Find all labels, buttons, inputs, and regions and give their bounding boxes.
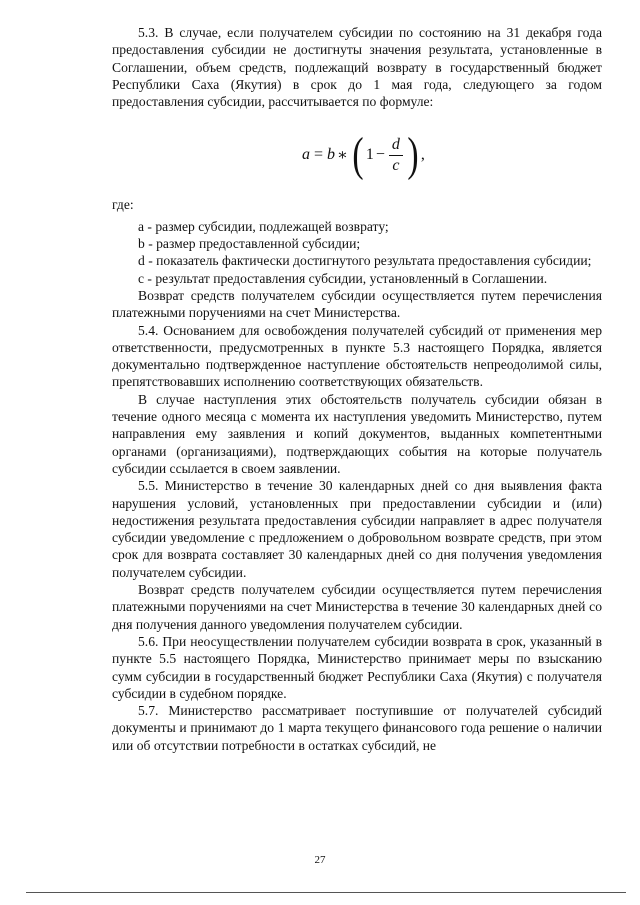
paragraph-5-7: 5.7. Министерство рассматривает поступившие от получателей субсидий документы и принимают до 1 марта текущего финансового года решение о наличии или об отсутствии потребности в остатках субсидий, не [112,703,602,753]
definition-d: d - показатель фактически достигнутого результата предоставления субсидии; [138,253,592,269]
definition-c: c - результат предоставления субсидии, установленный в Соглашении. [138,270,548,286]
paragraph-5-5: 5.5. Министерство в течение 30 календарных дней со дня выявления факта нарушения условий, установленных при предоставлении субсидии и (или) недостижения результата предоставления субсидии направляет в адрес получателя субсидии уведомление с предложением о добровольном возврате средств, при этом срок для возврата составляет 30 календарных дней со дня получения уведомления получателем субсидии. [112,478,602,580]
formula-expression [302,122,425,188]
paragraph-5-4-b: В случае наступления этих обстоятельств получатель субсидии обязан в течение одного месяца с момента их наступления уведомить Министерство, путем направления ему заявления и копий документов, выданных компетентными органами (организациями), подтверждающих события на которые получатель субсидии ссылается в своем заявлении. [112,391,602,476]
where-label: где: [112,197,134,213]
formula-fraction [389,136,403,175]
formula-one: 1 [365,146,374,164]
formula-right-paren: ) [407,128,419,182]
bottom-rule [26,892,626,893]
paragraph-5-6: 5.6. При неосуществлении получателем субсидии возврата в срок, указанный в пункте 5.5 настоящего Порядка, Министерство принимает меры по взысканию сумм субсидии в государственный бюджет Республики Саха (Якутия) с получателя субсидии в судебном порядке. [112,633,602,701]
formula-eq: = [314,146,324,164]
page-number: 27 [314,854,326,866]
formula-b: b [327,146,336,164]
paragraph-return-2: Возврат средств получателем субсидии осуществляется путем перечисления платежными поручениями на счет Министерства в течение 30 календарных дней со дня получения данного уведомления получателем субсидии. [112,582,602,632]
formula-left-paren: ( [352,128,364,182]
formula-comma: , [420,146,425,164]
paragraph-5-4: 5.4. Основанием для освобождения получателей субсидий от применения мер ответственности, предусмотренных в пункте 5.3 настоящего Порядка, является документально подтвержденное наступление обстоятельств непреодолимой силы, препятствовавших исполнению соответствующих обязательств. [112,322,602,390]
definition-a: a - размер субсидии, подлежащей возврату; [138,218,389,234]
formula [112,122,602,188]
formula-a: a [302,146,310,164]
formula-minus: − [375,146,385,164]
formula-times: ∗ [337,147,348,165]
formula-numerator: d [389,136,403,156]
paragraph-5-3: 5.3. В случае, если получателем субсидии по состоянию на 31 декабря года предоставления субсидии не достигнуты значения результата, установленные в Соглашении, объем средств, подлежащий возврату в государственный бюджет Республики Саха (Якутия) в срок до 1 мая года, следующего за годом предоставления субсидии, рассчитывается по формуле: [112,25,602,110]
definition-b: b - размер предоставленной субсидии; [138,236,361,252]
document-body [112,24,602,754]
formula-denominator: c [392,156,400,174]
paragraph-return-1: Возврат средств получателем субсидии осуществляется путем перечисления платежными поручениями на счет Министерства. [112,287,602,321]
